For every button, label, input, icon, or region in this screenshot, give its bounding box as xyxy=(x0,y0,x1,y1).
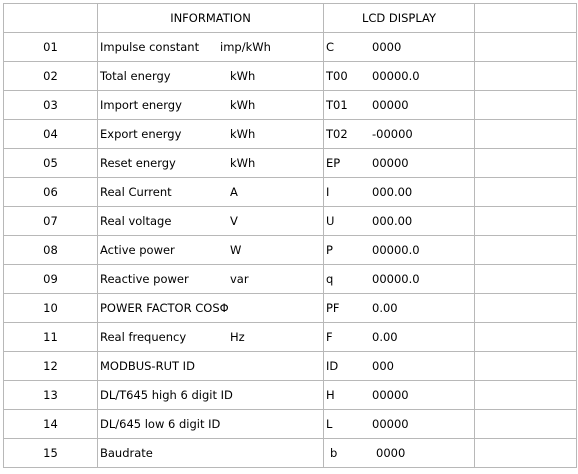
lcd-value: -00000 xyxy=(372,127,413,141)
info-name: Active power xyxy=(100,243,175,257)
lcd-value: 000 xyxy=(372,359,394,373)
row-extra xyxy=(475,352,577,381)
info-name: Export energy xyxy=(100,127,182,141)
table-row xyxy=(4,33,577,62)
row-extra xyxy=(475,149,577,178)
row-extra xyxy=(475,120,577,149)
info-unit: A xyxy=(230,185,238,199)
row-number: 09 xyxy=(4,265,98,294)
row-lcd-display xyxy=(324,91,475,120)
row-lcd-display xyxy=(324,294,475,323)
row-lcd-display xyxy=(324,265,475,294)
info-name: POWER FACTOR COSΦ xyxy=(100,301,229,315)
row-number: 07 xyxy=(4,207,98,236)
row-number: 05 xyxy=(4,149,98,178)
info-name: Baudrate xyxy=(100,446,153,460)
row-lcd-display xyxy=(324,149,475,178)
info-name: Reset energy xyxy=(100,156,176,170)
row-information xyxy=(98,178,324,207)
table-row xyxy=(4,410,577,439)
lcd-code: F xyxy=(326,330,333,344)
information-table xyxy=(3,3,577,468)
row-lcd-display xyxy=(324,178,475,207)
row-number: 06 xyxy=(4,178,98,207)
lcd-code: P xyxy=(326,243,333,257)
lcd-value: 00000 xyxy=(372,388,409,402)
row-information xyxy=(98,410,324,439)
table-row xyxy=(4,352,577,381)
header-lcd-display: LCD DISPLAY xyxy=(324,4,475,33)
row-extra xyxy=(475,236,577,265)
row-extra xyxy=(475,439,577,468)
row-lcd-display xyxy=(324,33,475,62)
row-lcd-display xyxy=(324,439,475,468)
row-number: 10 xyxy=(4,294,98,323)
lcd-value: 0.00 xyxy=(372,330,398,344)
row-lcd-display xyxy=(324,410,475,439)
table-row xyxy=(4,381,577,410)
row-information xyxy=(98,323,324,352)
info-unit: V xyxy=(230,214,238,228)
table-row xyxy=(4,236,577,265)
info-name: Real Current xyxy=(100,185,172,199)
row-extra xyxy=(475,178,577,207)
lcd-code: T00 xyxy=(326,69,348,83)
row-information xyxy=(98,149,324,178)
row-extra xyxy=(475,323,577,352)
row-number: 08 xyxy=(4,236,98,265)
lcd-code: q xyxy=(326,272,334,286)
row-information xyxy=(98,207,324,236)
info-unit: kWh xyxy=(230,127,256,141)
lcd-value: 000.00 xyxy=(372,214,413,228)
info-name: MODBUS-RUT ID xyxy=(100,359,195,373)
table-row xyxy=(4,178,577,207)
info-unit: kWh xyxy=(230,156,256,170)
header-number xyxy=(4,4,98,33)
row-extra xyxy=(475,91,577,120)
row-information xyxy=(98,294,324,323)
row-extra xyxy=(475,62,577,91)
info-name: Real voltage xyxy=(100,214,172,228)
info-name: Import energy xyxy=(100,98,182,112)
lcd-value: 000.00 xyxy=(372,185,413,199)
header-information: INFORMATION xyxy=(98,4,324,33)
row-number: 11 xyxy=(4,323,98,352)
row-extra xyxy=(475,207,577,236)
info-name: Total energy xyxy=(100,69,171,83)
row-extra xyxy=(475,33,577,62)
row-extra xyxy=(475,294,577,323)
row-number: 13 xyxy=(4,381,98,410)
lcd-code: T01 xyxy=(326,98,348,112)
row-extra xyxy=(475,381,577,410)
info-unit: kWh xyxy=(230,69,256,83)
table-row xyxy=(4,91,577,120)
lcd-value: 0.00 xyxy=(372,301,398,315)
lcd-value: 0000 xyxy=(376,446,406,460)
table-row xyxy=(4,265,577,294)
row-number: 15 xyxy=(4,439,98,468)
row-lcd-display xyxy=(324,120,475,149)
info-name: Real frequency xyxy=(100,330,187,344)
row-number: 14 xyxy=(4,410,98,439)
info-unit: imp/kWh xyxy=(220,40,271,54)
lcd-value: 0000 xyxy=(372,40,402,54)
row-information xyxy=(98,236,324,265)
row-lcd-display xyxy=(324,207,475,236)
info-name: Reactive power xyxy=(100,272,189,286)
lcd-value: 00000 xyxy=(372,98,409,112)
info-unit: Hz xyxy=(230,330,245,344)
lcd-code: b xyxy=(330,446,338,460)
lcd-code: EP xyxy=(326,156,341,170)
row-lcd-display xyxy=(324,62,475,91)
info-name: Impulse constant xyxy=(100,40,200,54)
info-unit: kWh xyxy=(230,98,256,112)
lcd-code: C xyxy=(326,40,335,54)
lcd-code: PF xyxy=(326,301,340,315)
lcd-value: 00000.0 xyxy=(372,243,420,257)
table-row xyxy=(4,62,577,91)
table-row xyxy=(4,439,577,468)
row-lcd-display xyxy=(324,381,475,410)
lcd-value: 00000 xyxy=(372,156,409,170)
info-unit: W xyxy=(230,243,242,257)
lcd-value: 00000 xyxy=(372,417,409,431)
row-information xyxy=(98,381,324,410)
lcd-code: L xyxy=(326,417,333,431)
row-lcd-display xyxy=(324,352,475,381)
row-information xyxy=(98,62,324,91)
row-information xyxy=(98,91,324,120)
row-extra xyxy=(475,265,577,294)
table-row xyxy=(4,323,577,352)
info-name: DL/645 low 6 digit ID xyxy=(100,417,221,431)
table-row xyxy=(4,149,577,178)
row-information xyxy=(98,352,324,381)
lcd-code: H xyxy=(326,388,335,402)
row-number: 02 xyxy=(4,62,98,91)
lcd-value: 00000.0 xyxy=(372,272,420,286)
row-information xyxy=(98,33,324,62)
row-number: 12 xyxy=(4,352,98,381)
table-row xyxy=(4,120,577,149)
table-header-row xyxy=(4,4,577,33)
header-extra xyxy=(475,4,577,33)
table-row xyxy=(4,207,577,236)
row-information xyxy=(98,439,324,468)
row-information xyxy=(98,265,324,294)
row-number: 03 xyxy=(4,91,98,120)
lcd-code: U xyxy=(326,214,335,228)
info-unit: var xyxy=(230,272,249,286)
row-lcd-display xyxy=(324,236,475,265)
table-row xyxy=(4,294,577,323)
lcd-code: I xyxy=(326,185,330,199)
row-information xyxy=(98,120,324,149)
row-number: 04 xyxy=(4,120,98,149)
lcd-code: ID xyxy=(326,359,339,373)
row-extra xyxy=(475,410,577,439)
lcd-code: T02 xyxy=(326,127,348,141)
row-lcd-display xyxy=(324,323,475,352)
info-name: DL/T645 high 6 digit ID xyxy=(100,388,233,402)
lcd-value: 00000.0 xyxy=(372,69,420,83)
row-number: 01 xyxy=(4,33,98,62)
